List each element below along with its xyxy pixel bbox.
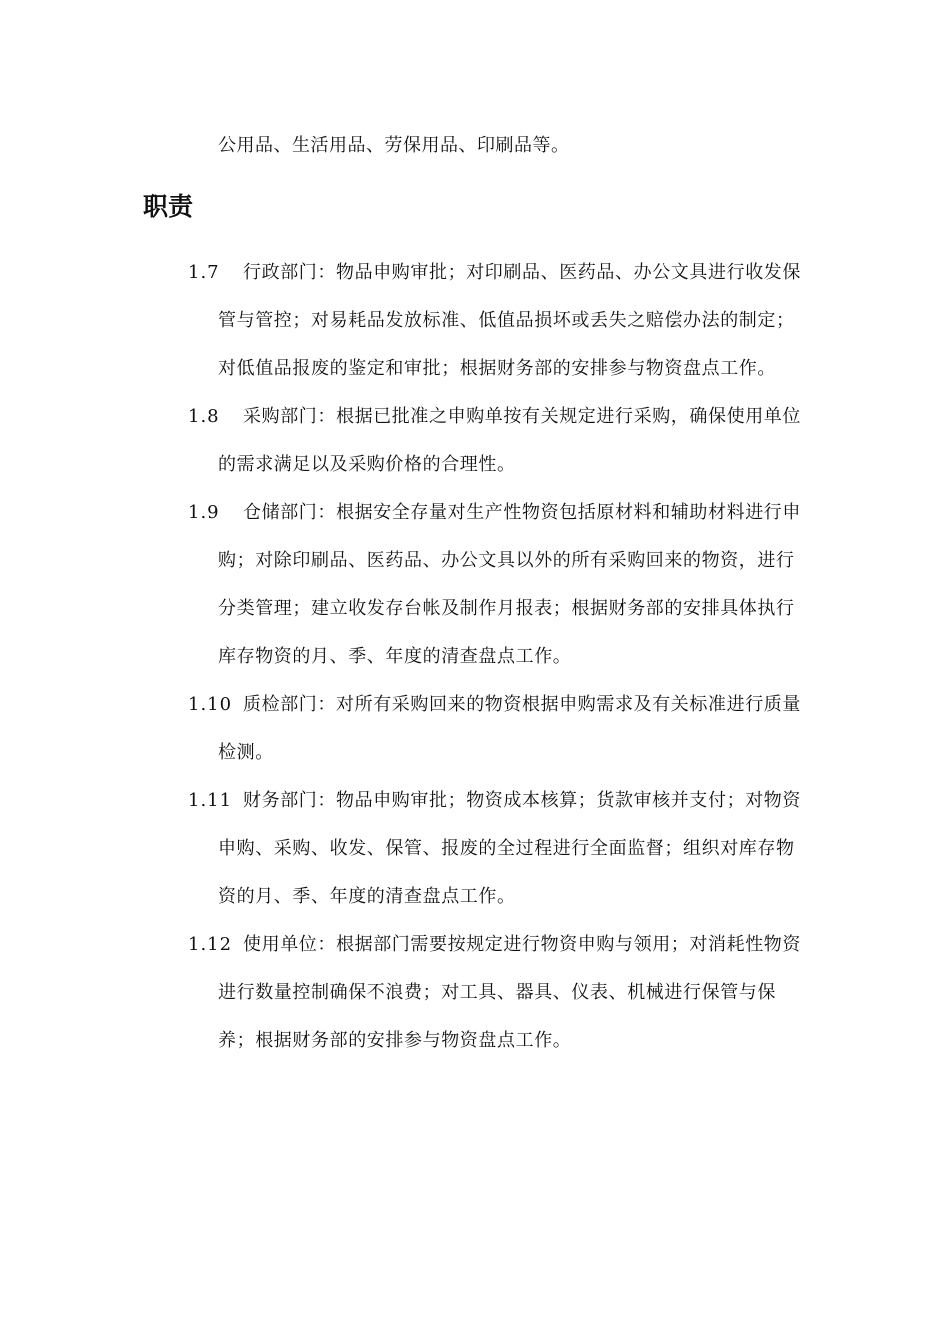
list-item <box>0 681 950 777</box>
item-number: 1.9 <box>188 502 220 523</box>
list-item <box>0 489 950 681</box>
list-item <box>0 777 950 921</box>
item-number: 1.8 <box>188 406 220 427</box>
item-number: 1.11 <box>188 790 233 811</box>
intro-line: 公用品、生活用品、劳保用品、印刷品等。 <box>218 135 570 156</box>
item-text: 财务部门：物品申购审批；物资成本核算；货款审核并支付；对物资申购、采购、收发、保管、报废的全过程进行全面监督；组织对库存物资的月、季、年度的清查盘点工作。 <box>218 790 801 907</box>
item-text: 使用单位：根据部门需要按规定进行物资申购与领用；对消耗性物资进行数量控制确保不浪费；对工具、器具、仪表、机械进行保管与保养；根据财务部的安排参与物资盘点工作。 <box>218 934 801 1051</box>
responsibility-list <box>0 249 950 1065</box>
item-number: 1.10 <box>188 694 233 715</box>
item-number: 1.7 <box>188 262 220 283</box>
list-item <box>0 249 950 393</box>
item-text: 质检部门：对所有采购回来的物资根据申购需求及有关标准进行质量检测。 <box>218 694 801 763</box>
item-text: 仓储部门：根据安全存量对生产性物资包括原材料和辅助材料进行申购；对除印刷品、医药品、办公文具以外的所有采购回来的物资，进行分类管理；建立收发存台帐及制作月报表；根据财务部的安排具体执行库存物资的月、季、年度的清查盘点工作。 <box>218 502 801 667</box>
list-item <box>0 393 950 489</box>
item-text: 行政部门：物品申购审批；对印刷品、医药品、办公文具进行收发保管与管控；对易耗品发放标准、低值品损坏或丢失之赔偿办法的制定；对低值品报废的鉴定和审批；根据财务部的安排参与物资盘点工作。 <box>218 262 801 379</box>
list-item <box>0 921 950 1065</box>
item-text: 采购部门：根据已批准之申购单按有关规定进行采购，确保使用单位的需求满足以及采购价格的合理性。 <box>218 406 801 475</box>
section-heading: 职责 <box>143 192 194 221</box>
item-number: 1.12 <box>188 934 233 955</box>
